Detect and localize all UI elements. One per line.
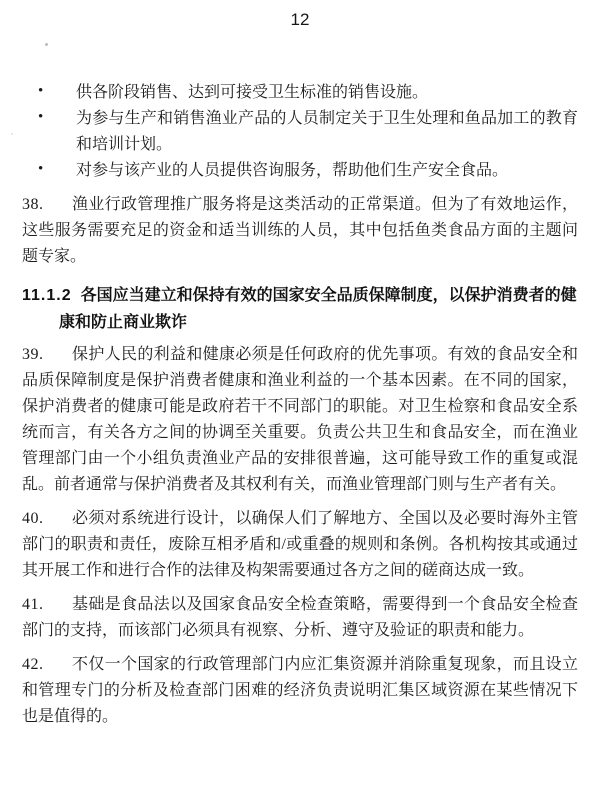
scan-speck (11, 133, 13, 135)
page-content (22, 80, 578, 730)
paragraph-text: 必须对系统进行设计，以确保人们了解地方、全国以及必要时海外主管部门的职责和责任，废除互相矛盾和/或重叠的规则和条例。各机构按其或通过其开展工作和进行合作的法律及构架需要通过各方之间的磋商达成一致。 (22, 510, 578, 579)
section-heading-number: 11.1.2 (22, 287, 72, 304)
paragraph-number: 42. (22, 656, 44, 673)
paragraph-42 (22, 652, 578, 730)
section-heading (22, 282, 578, 336)
bullet-item (22, 158, 578, 184)
bullet-text: 对参与该产业的人员提供咨询服务，帮助他们生产安全食品。 (76, 162, 509, 179)
paragraph-text: 保护人民的利益和健康必须是任何政府的优先事项。有效的食品安全和品质保障制度是保护消费者健康和渔业利益的一个基本因素。在不同的国家，保护消费者的健康可能是政府若干不同部门的职能。对卫生检察和食品安全系统而言，有关各方之间的协调至关重要。负责公共卫生和食品安全，而在渔业管理部门由一个小组负责渔业产品的安排很普遍，这可能导致工作的重复或混乱。前者通常与保护消费者及其权利有关，而渔业管理部门则与生产者有关。 (22, 346, 578, 493)
paragraph-number: 40. (22, 510, 44, 527)
section-heading-text: 各国应当建立和保持有效的国家安全品质保障制度，以保护消费者的健康和防止商业欺诈 (59, 287, 577, 331)
bullet-item (22, 80, 578, 106)
paragraph-number: 38. (22, 196, 44, 213)
paragraph-text: 不仅一个国家的行政管理部门内应汇集资源并消除重复现象，而且设立和管理专门的分析及检查部门困难的经济负责说明汇集区域资源在某些情况下也是值得的。 (22, 656, 578, 725)
bullet-icon: • (38, 109, 44, 125)
bullet-icon: • (38, 83, 44, 99)
bullet-text: 为参与生产和销售渔业产品的人员制定关于卫生处理和鱼品加工的教育和培训计划。 (76, 110, 578, 153)
paragraph-text: 基础是食品法以及国家食品安全检查策略，需要得到一个食品安全检查部门的支持，而该部门必须具有视察、分析、遵守及验证的职责和能力。 (22, 596, 578, 639)
paragraph-number: 41. (22, 596, 44, 613)
bullet-item (22, 106, 578, 158)
page-number: 12 (290, 10, 310, 29)
paragraph-38 (22, 192, 578, 270)
paragraph-39 (22, 342, 578, 498)
scan-speck (45, 43, 48, 46)
bullet-list (22, 80, 578, 184)
paragraph-number: 39. (22, 346, 44, 363)
paragraph-40 (22, 506, 578, 584)
bullet-text: 供各阶段销售、达到可接受卫生标准的销售设施。 (76, 84, 429, 101)
bullet-icon: • (38, 161, 44, 177)
paragraph-41 (22, 592, 578, 644)
paragraph-text: 渔业行政管理推广服务将是这类活动的正常渠道。但为了有效地运作，这些服务需要充足的资金和适当训练的人员，其中包括鱼类食品方面的主题问题专家。 (22, 196, 578, 265)
